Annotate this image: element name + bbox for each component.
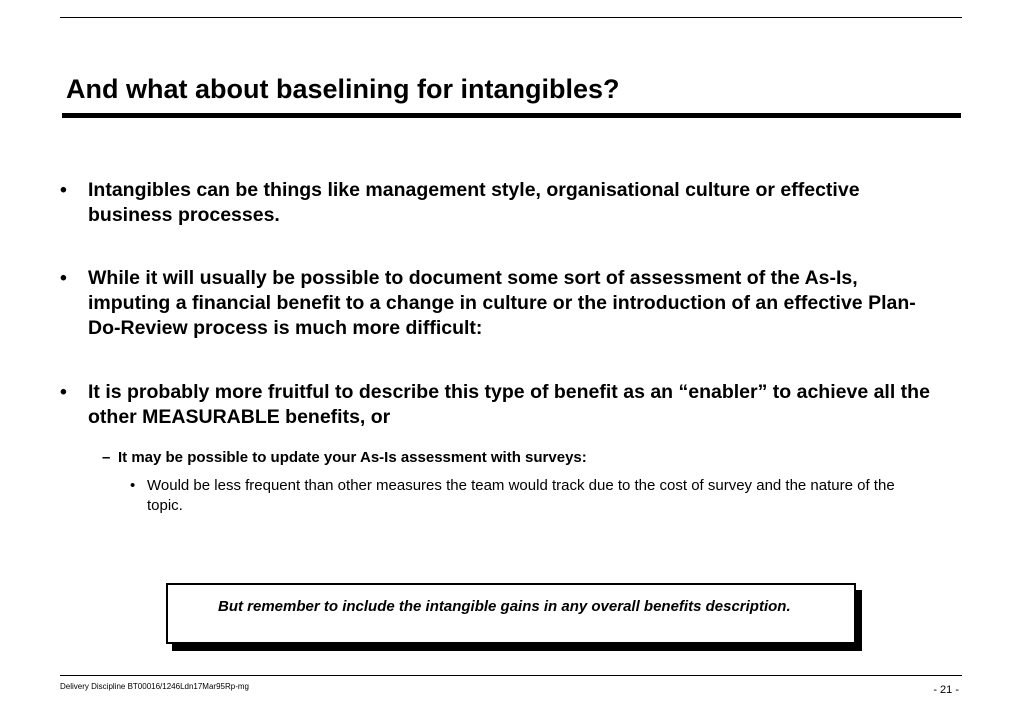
page-number: - 21 - bbox=[933, 684, 959, 696]
bullet-text: It is probably more fruitful to describe this type of benefit as an “enabler” to achieve all the other MEASURABLE benefits, or bbox=[88, 381, 930, 428]
bullet-item-3 bbox=[60, 380, 940, 430]
sub-sub-bullet-text: Would be less frequent than other measures the team would track due to the cost of survey and the nature of the topic. bbox=[147, 477, 895, 514]
bullet-text: Intangibles can be things like management style, organisational culture or effective business processes. bbox=[88, 179, 860, 226]
title-underline bbox=[62, 113, 961, 118]
sub-bullet-item bbox=[102, 448, 942, 468]
top-rule bbox=[60, 17, 962, 18]
bullet-item-1 bbox=[60, 178, 940, 228]
bullet-item-2 bbox=[60, 266, 940, 341]
bullet-marker: • bbox=[60, 381, 67, 403]
sub-sub-bullet-marker: • bbox=[130, 477, 136, 494]
sub-bullet-text: It may be possible to update your As-Is assessment with surveys: bbox=[118, 449, 587, 466]
footer-reference: Delivery Discipline BT00016/1246Ldn17Mar95Rp-mg bbox=[60, 682, 249, 691]
sub-sub-bullet-item bbox=[130, 476, 930, 516]
callout-text: But remember to include the intangible gains in any overall benefits description. bbox=[218, 598, 791, 615]
sub-bullet-marker: – bbox=[102, 449, 111, 466]
callout-box bbox=[166, 583, 856, 644]
bullet-marker: • bbox=[60, 179, 67, 201]
slide-title: And what about baselining for intangibles? bbox=[66, 74, 620, 104]
footer-rule bbox=[60, 675, 962, 676]
bullet-marker: • bbox=[60, 267, 67, 289]
bullet-text: While it will usually be possible to document some sort of assessment of the As-Is, imputing a financial benefit to a change in culture or the introduction of an effective Plan-Do-Review process is much more difficult: bbox=[88, 267, 916, 339]
